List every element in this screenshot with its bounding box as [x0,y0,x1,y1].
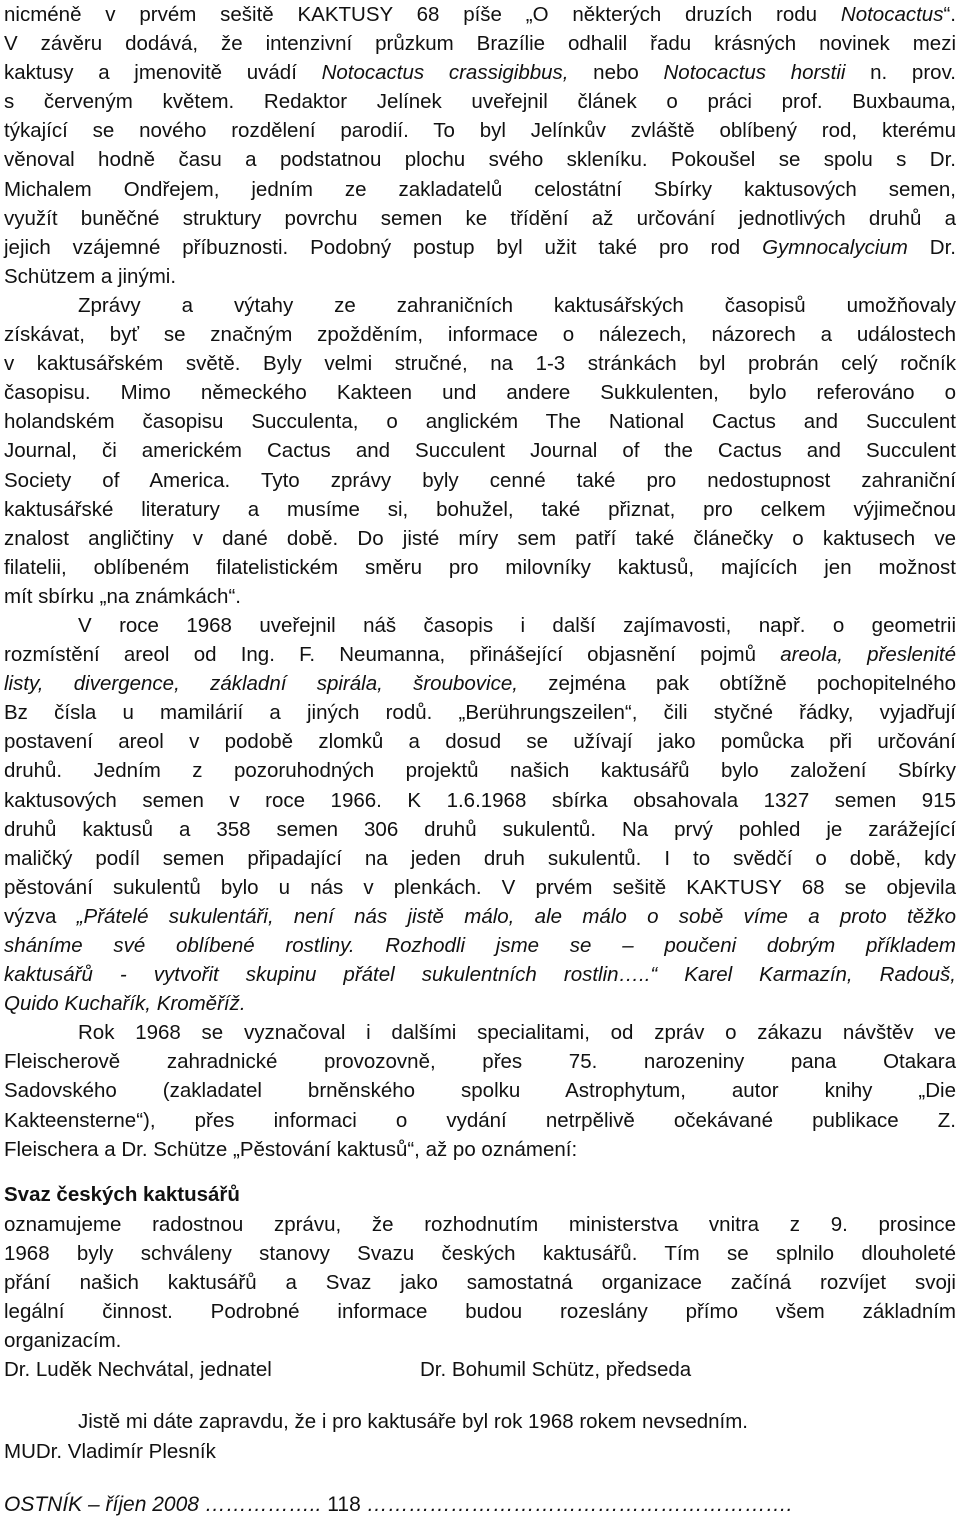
text-line [4,1106,956,1135]
text: druhů. Jedním z pozoruhodných projektů našich kaktusářů bylo založení Sbírky [4,759,956,783]
text-line [4,873,956,902]
paragraph-2 [4,291,956,611]
text-line [4,145,956,174]
italic-text: areola, přeslenité [780,643,957,667]
italic-text: kaktusářů - vytvořit skupinu přátel sukulentních rostlin…..“ Karel Karmazín, Radouš, [4,963,956,987]
text: Dr. [907,235,956,259]
text: Sadovského (zakladatel brněnského spolku Astrophytum, autor knihy „Die [4,1079,956,1103]
text: Bz čísla u mamilárií a jiných rodů. „Berührungszeilen“, čili styčné řádky, vyjadřují [4,701,956,725]
text-line [4,698,956,727]
text-line [4,669,956,698]
text-line [4,786,956,815]
signature-secretary: Dr. Luděk Nechvátal, jednatel [4,1358,272,1382]
text: Society of America. Tyto zprávy byly cenné také pro nedostupnost zahraniční [4,468,956,492]
text-line [4,960,956,989]
text: časopisu. Mimo německého Kakteen und andere Sukkulenten, bylo referováno o [4,381,956,405]
italic-text: Quido Kuchařík, Kroměříž. [4,992,246,1016]
text-line [4,320,956,349]
text-line [4,0,956,29]
announcement-line: organizacím. [4,1329,122,1353]
text-line [4,1018,956,1047]
text: věnoval hodně času a podstatnou plochu svého skleníku. Pokoušel se spolu s Dr. [4,148,956,172]
text: rozmístění areol od Ing. F. Neumanna, přinášející objasnění pojmů [4,643,781,667]
announcement-line: oznamujeme radostnou zprávu, že rozhodnutím ministerstva vnitra z 9. prosince [4,1212,956,1236]
text-line [4,58,956,87]
text-line [4,1135,956,1164]
italic-text: listy, divergence, základní spirála, šroubovice, [4,672,518,696]
paragraph-4 [4,1018,956,1163]
document-page [4,0,956,1519]
signature-chairman: Dr. Bohumil Schütz, předseda [420,1358,692,1382]
text: “. [943,3,956,26]
text: v kaktusářském světě. Byly velmi stručné, na 1-3 stránkách byl probrán celý ročník [4,352,956,376]
text-line [4,815,956,844]
text-line [4,931,956,960]
italic-text: Notocactus horstii [663,61,846,85]
text-line [4,466,956,495]
text: s červeným květem. Redaktor Jelínek uveřejnil článek o práci prof. Buxbauma, [4,90,956,114]
text-line [4,291,956,320]
text-line [4,553,956,582]
text-line [4,116,956,145]
text: kaktusy a jmenovitě uvádí [4,61,322,85]
text: nebo [568,61,664,85]
text: výzva [4,904,77,928]
text-line [4,611,956,640]
text-line [4,29,956,58]
announcement-heading: Svaz českých kaktusářů [4,1182,240,1206]
announcement-line: 1968 byly schváleny stanovy Svazu českých kaktusářů. Tím se splnilo dlouholeté [4,1241,956,1265]
italic-text: Notocactus [840,3,944,26]
text-line [4,1076,956,1105]
text: Journal, či americkém Cactus and Succulent Journal of the Cactus and Succulent [4,439,956,463]
italic-text: Notocactus crassigibbus, [321,61,569,85]
italic-text: Gymnocalycium [762,235,908,259]
text: týkající se nového rozdělení parodií. To byl Jelínkův zvláště oblíbený rod, kterému [4,119,956,143]
italic-text: sháníme své oblíbené rostliny. Rozhodli jsme se – poučeni dobrým příkladem [4,934,956,957]
text-line [4,378,956,407]
text: zejména pak obtížně pochopitelného [517,672,956,696]
signatures [4,1355,956,1385]
page-number: 118 [321,1493,367,1517]
text: znalost angličtiny v dané době. Do jisté míry sem patří také článečky o kaktusech ve [4,526,956,550]
announcement-line: přání našich kaktusářů a Svaz jako samostatná organizace začíná rozvíjet svoji [4,1270,956,1294]
text: Zprávy a výtahy ze zahraničních kaktusářských časopisů umožňovaly [78,293,956,317]
text: kaktusářské literatury a musíme si, bohužel, také přiznat, pro celkem výjimečnou [4,497,956,521]
text: Fleischera a Dr. Schütze „Pěstování kaktusů“, až po oznámení: [4,1137,578,1161]
text-line [4,436,956,465]
text-line [4,233,956,262]
text-line [4,902,956,931]
text: nicméně v prvém sešitě KAKTUSY 68 píše „O některých druzích rodu [4,3,841,26]
text-line [4,727,956,756]
text: n. prov. [845,61,956,85]
text: Schützem a jinými. [4,264,177,288]
text: Kakteensterne“), přes informaci o vydání netrpělivě očekávané publikace Z. [4,1108,956,1132]
text: získávat, byť se značným zpožděním, informace o nálezech, názorech a událostech [4,323,956,347]
text: mít sbírku „na známkách“. [4,584,241,608]
text-line [4,524,956,553]
text-line [4,756,956,785]
text-line [4,262,956,291]
author-name: MUDr. Vladimír Plesník [4,1440,216,1464]
text-line [4,407,956,436]
paragraph-1 [4,0,956,291]
footer-publication: OSTNÍK – říjen 2008 …………….. [4,1493,322,1517]
announcement-body [4,1210,956,1355]
text: maličký podíl semen připadající na jeden druh sukulentů. I to svědčí o době, kdy [4,846,956,870]
text: V roce 1968 uveřejnil náš časopis i další zajímavosti, např. o geometrii [78,613,956,637]
text: druhů kaktusů a 358 semen 306 druhů sukulentů. Na prvý pohled je zarážející [4,817,956,841]
text-line [4,349,956,378]
text: postavení areol v podobě zlomků a dosud se užívají jako pomůcka při určování [4,730,956,754]
text-line [4,1047,956,1076]
text-line [4,989,956,1018]
text-line [4,495,956,524]
text-line [4,640,956,669]
text: Michalem Ondřejem, jedním ze zakladatelů celostátní Sbírky kaktusových semen, [4,177,956,201]
text: Rok 1968 se vyznačoval i dalšími specialitami, od zpráv o zákazu návštěv ve [78,1021,956,1045]
text: kaktusových semen v roce 1966. K 1.6.1968 sbírka obsahovala 1327 semen 915 [4,788,956,812]
text-line [4,87,956,116]
text-line [4,175,956,204]
text: jejich vzájemné příbuznosti. Podobný postup byl užit také pro rod [4,235,763,259]
text: holandském časopisu Succulenta, o anglickém The National Cactus and Succulent [4,410,956,434]
paragraph-3 [4,611,956,1018]
closing-sentence: Jistě mi dáte zapravdu, že i pro kaktusáře byl rok 1968 rokem nevsedním. [78,1410,748,1434]
text: V závěru dodává, že intenzivní průzkum Brazílie odhalil řadu krásných novinek mezi [4,32,956,56]
text-line [4,204,956,233]
text: pěstování sukulentů bylo u nás v plenkách. V prvém sešitě KAKTUSY 68 se objevila [4,875,956,899]
text: Fleischerově zahradnické provozovně, přes 75. narozeniny pana Otakara [4,1050,956,1074]
italic-text: „Přátelé sukulentáři, není nás jistě málo, ale málo o sobě víme a proto těžko [76,904,956,928]
text: využít buněčné struktury povrchu semen ke třídění až určování jednotlivých druhů a [4,206,956,230]
page-footer [4,1491,956,1519]
footer-dots: ……………………………………………………. [366,1493,793,1517]
text: filatelii, oblíbeném filatelistickém směru pro milovníky kaktusů, majících jen možnost [4,555,956,579]
announcement-line: legální činnost. Podrobné informace budou rozeslány přímo všem základním [4,1300,956,1324]
text-line [4,582,956,611]
text-line [4,844,956,873]
